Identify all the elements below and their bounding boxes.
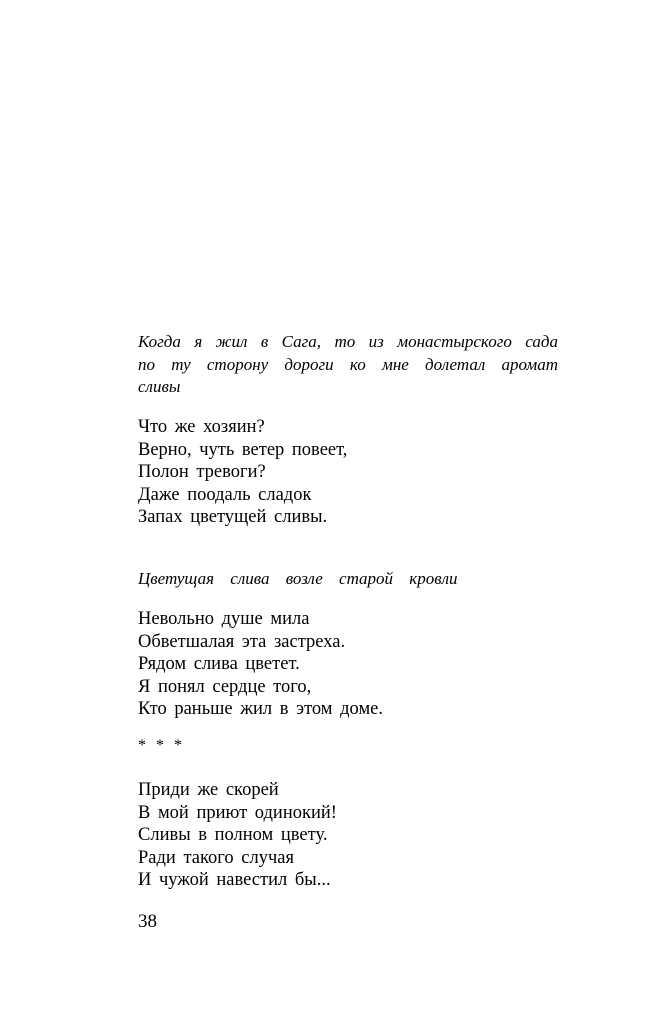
- poem-line: Запах цветущей сливы.: [138, 507, 328, 527]
- intro-line: Когда я жил в Сага, то из монастырского сада: [138, 332, 558, 351]
- poem-line: Даже поодаль сладок: [138, 484, 312, 505]
- poem-line: Сливы в полном цвету.: [138, 825, 328, 845]
- poem-line: Приди же скорей: [138, 780, 279, 800]
- poem-line: Обветшалая эта застреха.: [138, 631, 346, 652]
- poem-3: [138, 779, 337, 892]
- poem-line: В мой приют одинокий!: [138, 802, 337, 823]
- poem-line: Полон тревоги?: [138, 462, 266, 482]
- poem-line: Невольно душе мила: [138, 609, 310, 629]
- asterism: * * *: [138, 737, 182, 754]
- poem-line: Верно, чуть ветер повеет,: [138, 439, 348, 460]
- page-number: [138, 911, 157, 934]
- page-number-text: 38: [138, 911, 157, 932]
- poem-2-title: [138, 568, 458, 591]
- poem-line: Ради такого случая: [138, 847, 294, 868]
- poem-line: Кто раньше жил в этом доме.: [138, 699, 383, 719]
- poem-line: Я понял сердце того,: [138, 676, 312, 697]
- intro-line: сливы: [138, 377, 181, 396]
- section-separator: [138, 735, 182, 758]
- poem-line: И чужой навестил бы...: [138, 870, 331, 890]
- poem-line: Рядом слива цветет.: [138, 654, 300, 674]
- poem-title: Цветущая слива возле старой кровли: [138, 569, 458, 588]
- poem-intro-note: [138, 331, 558, 399]
- poem-line: Что же хозяин?: [138, 417, 265, 437]
- intro-line: по ту сторону дороги ко мне долетал аромат: [138, 354, 558, 374]
- poem-1: [138, 416, 347, 529]
- poem-2: [138, 608, 383, 721]
